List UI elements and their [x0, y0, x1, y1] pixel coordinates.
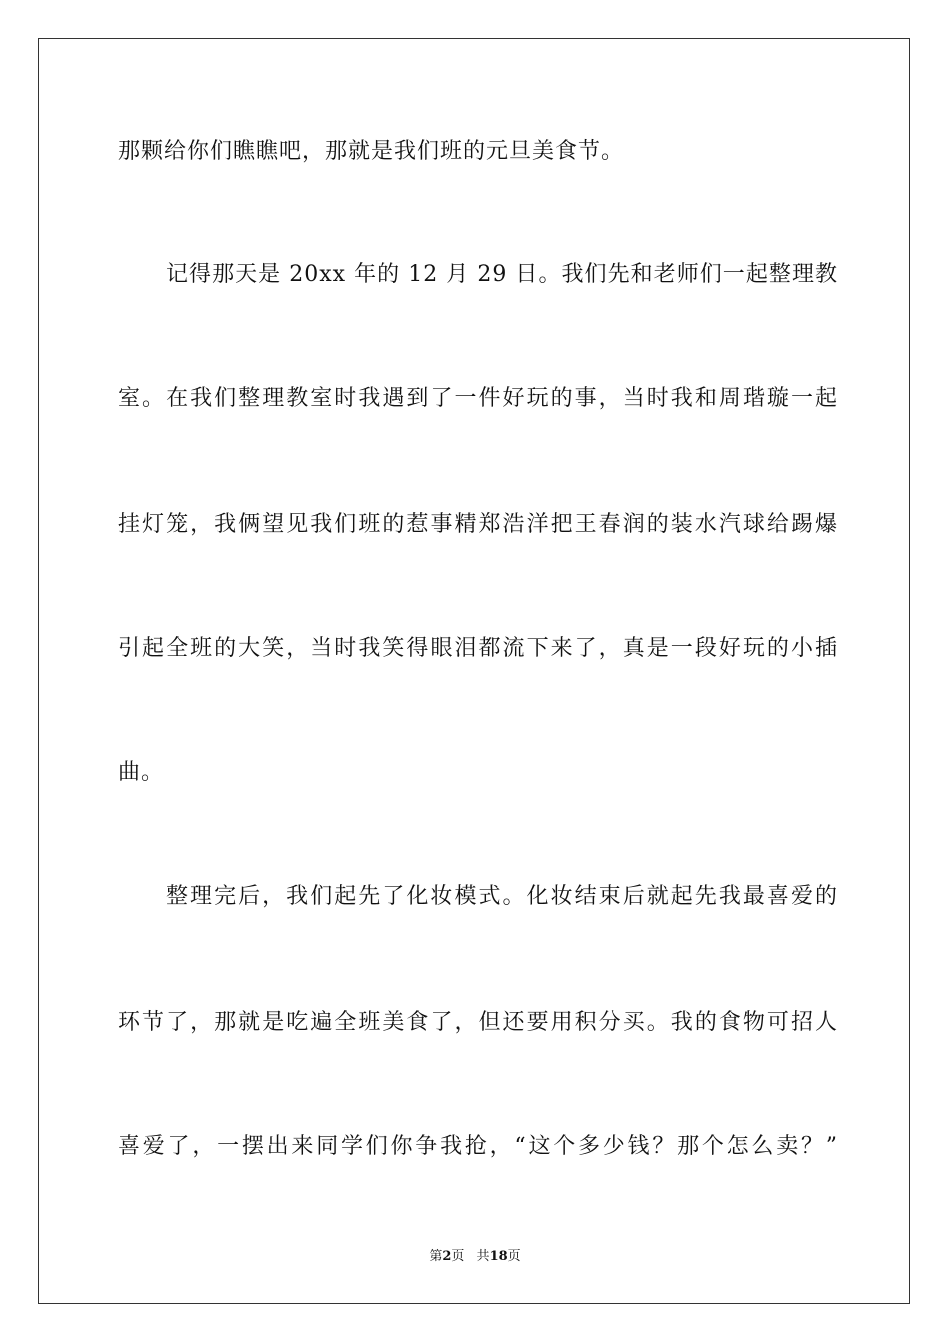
text-line-6: 曲。	[118, 760, 165, 785]
page-footer	[0, 1248, 950, 1266]
text-line-1: 那颗给你们瞧瞧吧，那就是我们班的元旦美食节。	[118, 139, 625, 164]
total-pages: 18	[489, 1249, 508, 1264]
total-pages-indicator: 共18页	[476, 1249, 521, 1264]
text-line-7: 整理完后，我们起先了化妆模式。化妆结束后就起先我最喜爱的	[166, 884, 838, 909]
page-number: 2	[442, 1249, 452, 1264]
text-line-2: 记得那天是 20xx 年的 12 月 29 日。我们先和老师们一起整理教	[166, 262, 838, 287]
text-line-3: 室。在我们整理教室时我遇到了一件好玩的事，当时我和周瑎璇一起	[118, 386, 838, 411]
page-border	[38, 38, 910, 1304]
text-line-9: 喜爱了，一摆出来同学们你争我抢，“这个多少钱？那个怎么卖？”	[118, 1134, 838, 1159]
text-line-4: 挂灯笼，我俩望见我们班的惹事精郑浩洋把王春润的装水汽球给踢爆	[118, 512, 838, 537]
text-line-5: 引起全班的大笑，当时我笑得眼泪都流下来了，真是一段好玩的小插	[118, 636, 838, 661]
page-indicator: 第2页	[429, 1249, 465, 1264]
text-line-8: 环节了，那就是吃遍全班美食了，但还要用积分买。我的食物可招人	[118, 1010, 838, 1035]
